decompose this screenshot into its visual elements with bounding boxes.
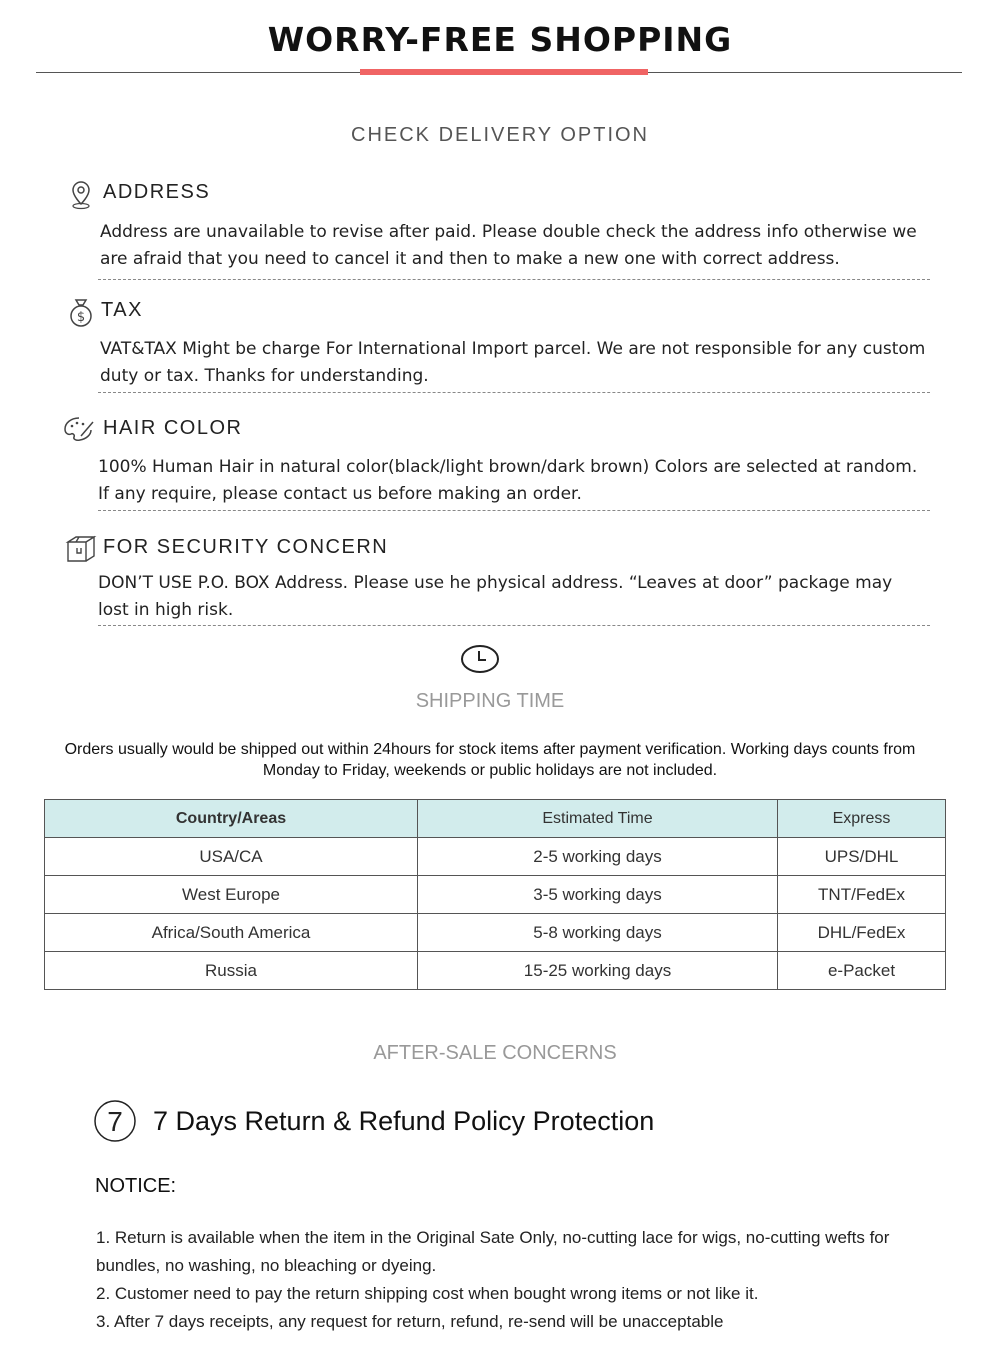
page-title: WORRY-FREE SHOPPING <box>267 20 733 59</box>
aftersale-title: AFTER-SALE CONCERNS <box>373 1042 617 1064</box>
table-row <box>45 952 946 990</box>
delivery-title: CHECK DELIVERY OPTION <box>351 124 649 146</box>
notice-item: 3. After 7 days receipts, any request for return, refund, re-send will be unacceptable <box>96 1312 724 1331</box>
column-header: Country/Areas <box>45 800 418 838</box>
table-cell: e-Packet <box>778 952 946 990</box>
table-cell: Russia <box>45 952 418 990</box>
notice-list <box>96 1224 956 1336</box>
section-title-tax: TAX <box>101 299 143 321</box>
shipping-title: SHIPPING TIME <box>415 690 565 712</box>
table-cell: 15-25 working days <box>418 952 778 990</box>
section-text-hair-color: 100% Human Hair in natural color(black/light brown/dark brown) Colors are selected at random. If any require, please contact us before making an order. <box>98 457 918 504</box>
table-header-row <box>45 800 946 838</box>
table-row <box>45 838 946 876</box>
section-text-security: DON’T USE P.O. BOX Address. Please use he physical address. “Leaves at door” package may lost in high risk. <box>98 573 893 620</box>
table-cell: TNT/FedEx <box>778 876 946 914</box>
money-bag-icon <box>64 295 98 329</box>
clock-icon <box>459 643 501 675</box>
seven-days-icon <box>93 1098 139 1144</box>
section-text-address: Address are unavailable to revise after paid. Please double check the address info otherwise we are afraid that you need to cancel it and then to make a new one with correct address. <box>100 222 917 269</box>
accent-bar <box>360 69 648 75</box>
dashed-divider <box>98 510 930 511</box>
section-title-hair-color: HAIR COLOR <box>103 417 243 439</box>
table-row <box>45 914 946 952</box>
policy-heading: 7 Days Return & Refund Policy Protection <box>153 1106 655 1136</box>
location-pin-icon <box>64 178 98 212</box>
table-cell: USA/CA <box>45 838 418 876</box>
table-cell: 2-5 working days <box>418 838 778 876</box>
table-cell: West Europe <box>45 876 418 914</box>
table-cell: DHL/FedEx <box>778 914 946 952</box>
palette-icon <box>62 412 96 446</box>
section-title-security: FOR SECURITY CONCERN <box>103 536 389 558</box>
column-header: Express <box>778 800 946 838</box>
shipping-text: Orders usually would be shipped out within 24hours for stock items after payment verification. Working days counts from Monday to Friday, weekends or public holidays are not included. <box>64 741 916 779</box>
column-header: Estimated Time <box>418 800 778 838</box>
table-cell: Africa/South America <box>45 914 418 952</box>
notice-item: 2. Customer need to pay the return shipping cost when bought wrong items or not like it. <box>96 1284 759 1303</box>
table-cell: 3-5 working days <box>418 876 778 914</box>
table-row <box>45 876 946 914</box>
dashed-divider <box>98 279 930 280</box>
dashed-divider <box>98 392 930 393</box>
svg-text:7: 7 <box>107 1106 123 1137</box>
notice-item: 1. Return is available when the item in the Original Sate Only, no-cutting lace for wigs, no-cutting wefts for bundles, no washing, no bleaching or dyeing. <box>96 1228 890 1275</box>
box-icon <box>64 532 98 566</box>
shipping-table <box>44 799 946 990</box>
svg-text:$: $ <box>76 310 86 325</box>
section-title-address: ADDRESS <box>103 181 211 203</box>
dashed-divider <box>98 625 930 626</box>
section-text-tax: VAT&TAX Might be charge For International Import parcel. We are not responsible for any custom duty or tax. Thanks for understanding. <box>100 339 926 386</box>
table-cell: 5-8 working days <box>418 914 778 952</box>
notice-label: NOTICE: <box>95 1175 177 1197</box>
table-cell: UPS/DHL <box>778 838 946 876</box>
